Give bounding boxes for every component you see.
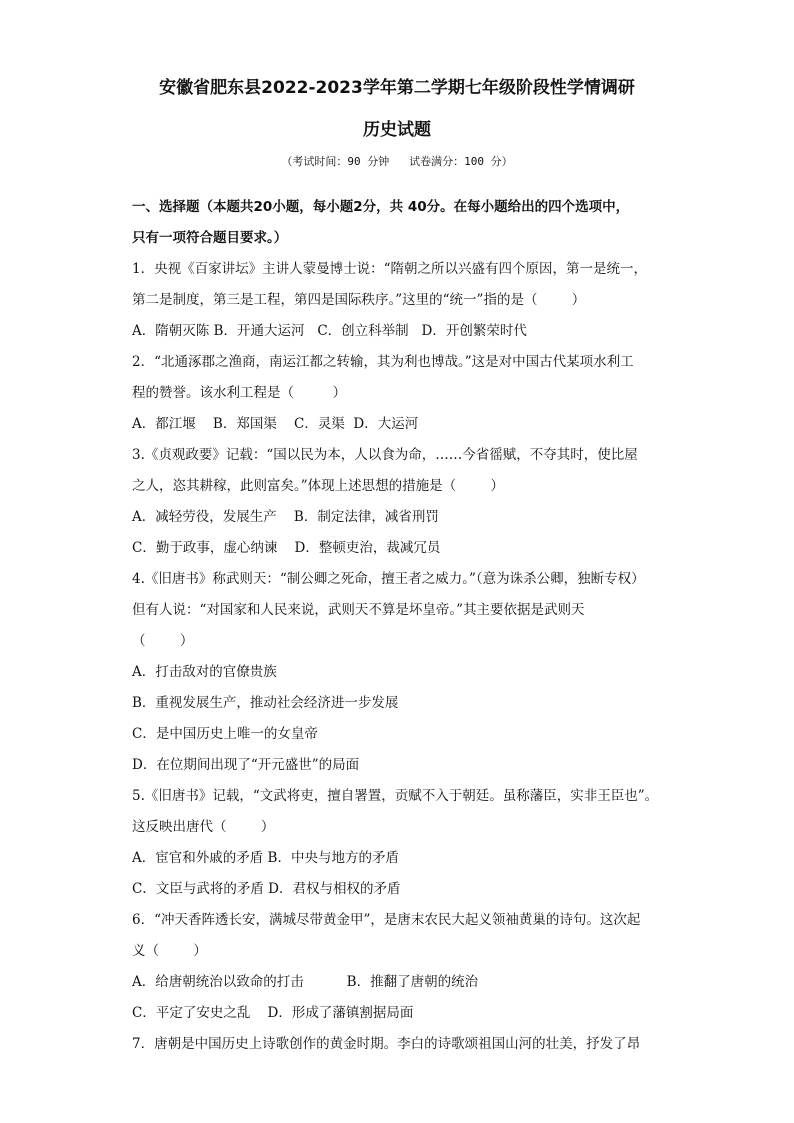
- question-3: [132, 440, 662, 564]
- question-stem-line: 但有人说：“对国家和人民来说，武则天不算是坏皇帝。”其主要依据是武则天: [132, 602, 585, 618]
- question-list: [132, 254, 662, 1060]
- question-stem-line: 5.《旧唐书》记载，“文武将吏，擅自署置，贡赋不入于朝廷。虽称藩臣，实非王臣也”。: [132, 788, 659, 804]
- answer-option-line: A．宦官和外戚的矛盾 B．中央与地方的矛盾: [132, 850, 399, 866]
- answer-option-line: C．平定了安史之乱 D．形成了藩镇割据局面: [132, 1005, 414, 1021]
- answer-option-line: A．都江堰 B．郑国渠 C．灵渠 D．大运河: [132, 416, 419, 432]
- question-1: [132, 254, 662, 347]
- question-stem-line: 1．央视《百家讲坛》主讲人蒙曼博士说：“隋朝之所以兴盛有四个原因，第一是统一，: [132, 261, 647, 277]
- question-stem-line: 3.《贞观政要》记载：“国以民为本，人以食为命，……今省徭赋，不夺其时，使比屋: [132, 447, 638, 463]
- section-heading-line: 只有一项符合题目要求。）: [132, 230, 288, 246]
- answer-option-line: A．隋朝灭陈 B．开通大运河 C．创立科举制 D．开创繁荣时代: [132, 323, 527, 339]
- answer-option-line: C．勤于政事，虚心纳谏 D．整顿吏治，裁减冗员: [132, 540, 441, 556]
- answer-option-line: A．打击敌对的官僚贵族: [132, 664, 277, 680]
- question-2: [132, 347, 662, 440]
- answer-option-line: A．减轻劳役，发展生产 B．制定法律，减省刑罚: [132, 509, 439, 525]
- answer-option-line: B．重视发展生产，推动社会经济进一步发展: [132, 695, 399, 711]
- question-stem-line: 6．“冲天香阵透长安，满城尽带黄金甲”，是唐末农民大起义领袖黄巢的诗句。这次起: [132, 912, 641, 928]
- question-stem-line: 7．唐朝是中国历史上诗歌创作的黄金时期。李白的诗歌颂祖国山河的壮美，抒发了昂: [132, 1036, 641, 1052]
- exam-info: （考试时间：90 分钟 试卷满分：100 分）: [281, 155, 513, 168]
- section-heading-line: 一、选择题（本题共20小题，每小题2分，共 40分。在每小题给出的四个选项中，: [132, 199, 630, 215]
- question-stem-line: 程的赞誉。该水利工程是（ ）: [132, 385, 347, 401]
- question-stem-line: 第二是制度，第三是工程，第四是国际秩序。”这里的“统一”指的是（ ）: [132, 292, 586, 308]
- answer-option-line: C．是中国历史上唯一的女皇帝: [132, 726, 318, 742]
- question-6: [132, 905, 662, 1029]
- question-stem-line: （ ）: [132, 633, 194, 649]
- subject-title: 历史试题: [363, 120, 431, 140]
- answer-option-line: C．文臣与武将的矛盾 D．君权与相权的矛盾: [132, 881, 401, 897]
- question-stem-line: 2．“北通涿郡之渔商，南运江都之转输，其为利也博哉。”这是对中国古代某项水利工: [132, 354, 634, 370]
- question-5: [132, 781, 662, 905]
- question-stem-line: 义（ ）: [132, 943, 207, 959]
- section-heading: [132, 192, 662, 254]
- answer-option-line: A．给唐朝统治以致命的打击 B．推翻了唐朝的统治: [132, 974, 479, 990]
- exam-title: 安徽省肥东县2022-2023学年第二学期七年级阶段性学情调研: [159, 78, 635, 98]
- answer-option-line: D．在位期间出现了“开元盛世”的局面: [132, 757, 360, 773]
- question-4: [132, 564, 662, 781]
- question-7: [132, 1029, 662, 1060]
- question-stem-line: 之人，恣其耕稼，此则富矣。”体现上述思想的措施是（ ）: [132, 478, 504, 494]
- question-stem-line: 4.《旧唐书》称武则天：“制公卿之死命，擅王者之威力。”（意为诛杀公卿，独断专权）: [132, 571, 645, 587]
- question-stem-line: 这反映出唐代（ ）: [132, 819, 275, 835]
